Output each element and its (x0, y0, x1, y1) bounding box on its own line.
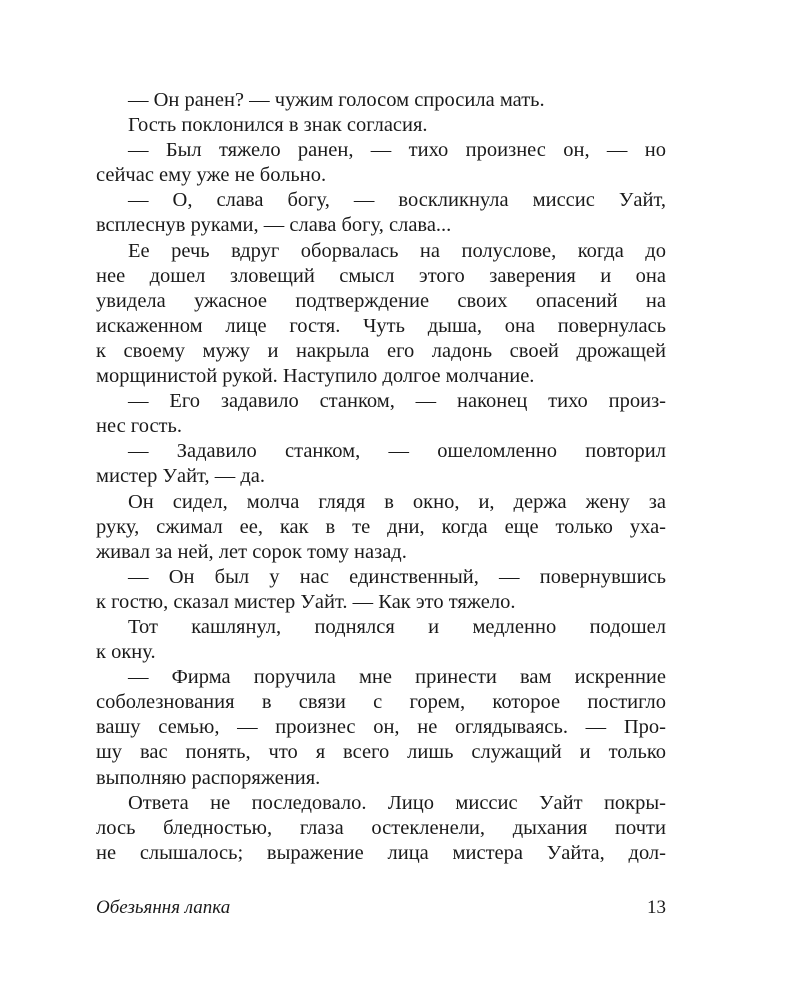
text-line: нее дошел зловещий смысл этого заверения и она (96, 264, 666, 287)
body-text (96, 88, 666, 866)
text-line: — Фирма поручила мне принести вам искренние (128, 666, 666, 689)
text-line: руку, сжимал ее, как в те дни, когда еще только уха- (96, 515, 666, 538)
text-line: лось бледностью, глаза остекленели, дыхания почти (96, 816, 666, 839)
text-line: Тот кашлянул, поднялся и медленно подошел (128, 615, 666, 638)
text-line: — О, слава богу, — воскликнула миссис Уайт, (128, 189, 666, 212)
text-line: Гость поклонился в знак согласия. (128, 114, 428, 137)
page-number: 13 (647, 897, 666, 918)
text-line: мистер Уайт, — да. (96, 465, 266, 488)
running-title: Обезьяння лапка (96, 897, 231, 918)
text-line: выполняю распоряжения. (96, 766, 321, 789)
text-line: нес гость. (96, 415, 182, 438)
text-line: Ее речь вдруг оборвалась на полуслове, когда до (128, 239, 666, 262)
text-line: к окну. (96, 641, 156, 664)
text-line: к гостю, сказал мистер Уайт. — Как это тяжело. (96, 590, 516, 613)
text-line: искаженном лице гостя. Чуть дыша, она повернулась (96, 314, 666, 337)
text-line: морщинистой рукой. Наступило долгое молчание. (96, 365, 535, 388)
text-line: Он сидел, молча глядя в окно, и, держа жену за (128, 490, 666, 513)
text-line: — Был тяжело ранен, — тихо произнес он, — но (128, 139, 666, 162)
text-line: шу вас понять, что я всего лишь служащий и только (96, 741, 666, 764)
page-footer (96, 895, 666, 921)
text-line: Ответа не последовало. Лицо миссис Уайт покры- (128, 791, 666, 814)
text-line: всплеснув руками, — слава богу, слава... (96, 214, 452, 237)
text-line: — Он ранен? — чужим голосом спросила мать. (128, 89, 545, 111)
text-line: к своему мужу и накрыла его ладонь своей дрожащей (96, 339, 666, 362)
book-page (96, 88, 666, 948)
text-line: соболезнования в связи с горем, которое постигло (96, 691, 666, 714)
text-line: — Задавило станком, — ошеломленно повторил (128, 440, 666, 463)
text-line: — Его задавило станком, — наконец тихо произ- (128, 390, 666, 413)
text-line: — Он был у нас единственный, — повернувшись (128, 565, 666, 588)
text-line: не слышалось; выражение лица мистера Уайта, дол- (96, 841, 666, 864)
text-line: увидела ужасное подтверждение своих опасений на (96, 289, 666, 312)
text-line: сейчас ему уже не больно. (96, 164, 327, 187)
text-line: вашу семью, — произнес он, не оглядываясь. — Про- (96, 716, 666, 739)
text-line: живал за ней, лет сорок тому назад. (96, 540, 407, 563)
